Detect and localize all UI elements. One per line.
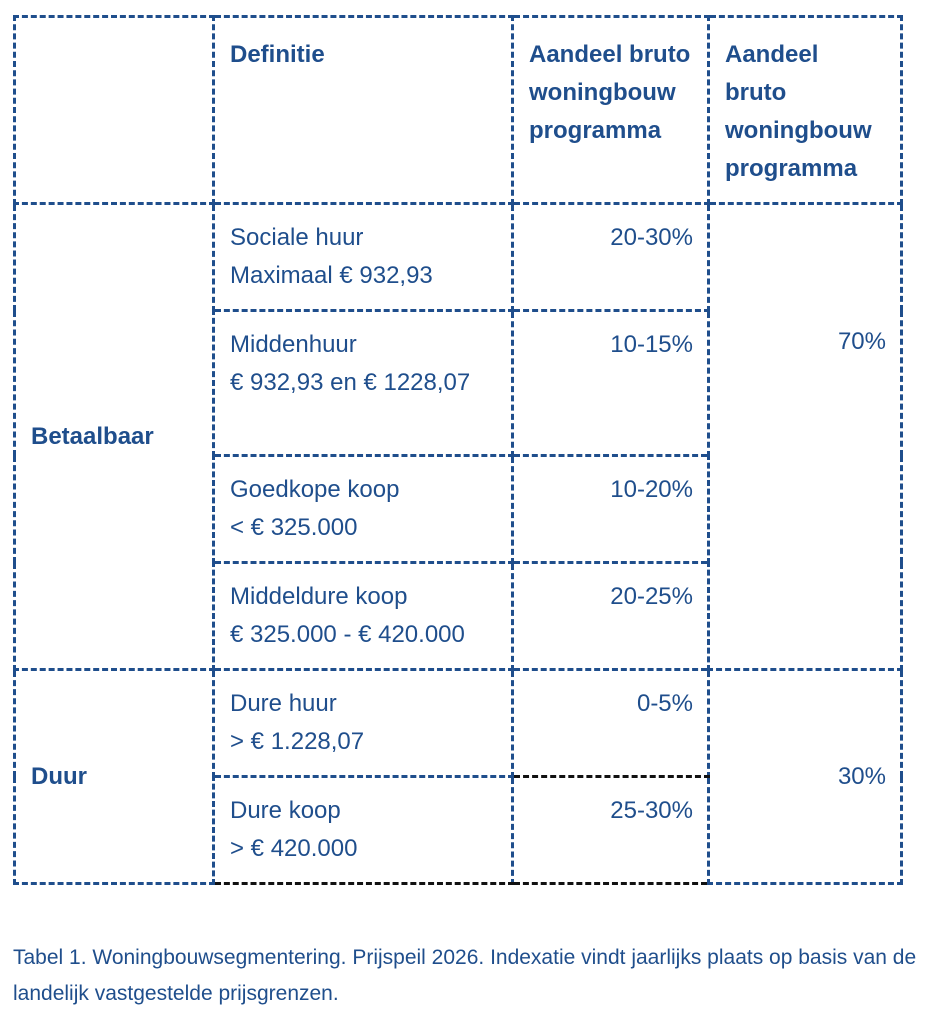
definition-title: Dure koop [230,797,341,824]
group-label-duur: Duur [15,670,214,884]
table-caption: Tabel 1. Woningbouwsegmentering. Prijspeil 2026. Indexatie vindt jaarlijks plaats op basis van de landelijk vastgestelde prijsgrenzen. [13,946,917,1005]
definition-cell [214,204,513,311]
definition-cell [214,456,513,563]
percentage-cell: 25-30% [513,777,709,884]
table-row [15,204,902,311]
header-aandeel-segment: Aandeel bruto woningbouw programma [513,17,709,204]
table-header-row [15,17,902,204]
group-label-betaalbaar: Betaalbaar [15,204,214,670]
definition-detail: € 932,93 en € 1228,07 [230,369,471,396]
header-aandeel-total: Aandeel bruto woningbouw programma [709,17,902,204]
definition-title: Sociale huur [230,224,364,251]
percentage-cell: 20-25% [513,563,709,670]
table-row [15,670,902,777]
definition-cell [214,777,513,884]
definition-cell [214,311,513,456]
group-total-duur: 30% [709,670,902,884]
header-empty-cell [15,17,214,204]
definition-detail: > € 420.000 [230,835,358,862]
definition-title: Middeldure koop [230,583,408,610]
definition-detail: > € 1.228,07 [230,728,365,755]
group-total-betaalbaar: 70% [709,204,902,670]
percentage-cell: 0-5% [513,670,709,777]
definition-detail: Maximaal € 932,93 [230,262,433,289]
definition-title: Dure huur [230,690,337,717]
percentage-cell: 10-15% [513,311,709,456]
segmentation-table-wrapper [13,15,900,885]
definition-detail: € 325.000 - € 420.000 [230,621,465,648]
percentage-cell: 10-20% [513,456,709,563]
definition-detail: < € 325.000 [230,514,358,541]
definition-cell [214,563,513,670]
percentage-cell: 20-30% [513,204,709,311]
header-definitie: Definitie [214,17,513,204]
definition-cell [214,670,513,777]
definition-title: Goedkope koop [230,476,400,503]
definition-title: Middenhuur [230,331,357,358]
segmentation-table [13,15,903,885]
